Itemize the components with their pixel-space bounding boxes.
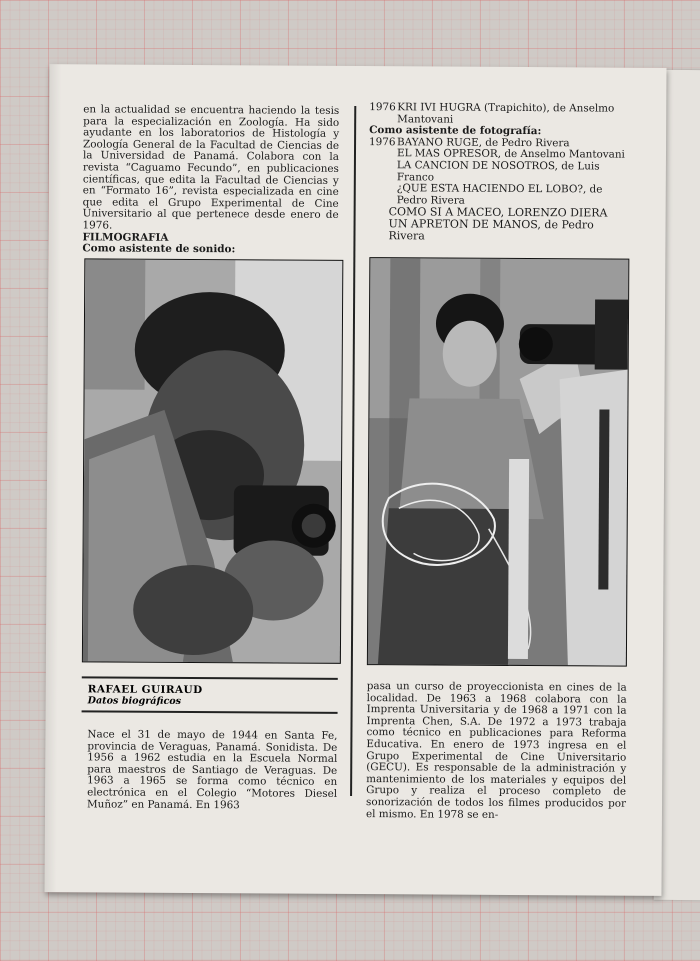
intro-paragraph: en la actualidad se encuentra haciendo la tesis para la especialización en Zoología. Ha sido ayudante en los laboratorios de Histología y Zoología General de la Facultad de Ciencias de la Universidad de Panamá. Colabora con la revista “Caguamo Fecundo”, en publicaciones científicas, que edita la Facultad de Ciencias y en “Formato 16”, revista especializada en cine que edita el Grupo Experimental de Cine Universitario al que pertenece desde enero de 1976.	[82, 103, 340, 232]
magazine-page	[44, 64, 666, 896]
left-column-intro	[82, 104, 339, 256]
photo-crew-with-film-camera	[367, 257, 629, 667]
sound-assistant-heading: Como asistente de sonido:	[82, 242, 236, 256]
filmography-year: 1976	[369, 135, 396, 149]
profile-subtitle: Datos biográficos	[87, 695, 182, 707]
biography-right	[366, 681, 627, 822]
photo-assistant-heading: Como asistente de fotografía:	[369, 124, 542, 138]
filmography-year: 1976	[369, 101, 396, 114]
column-divider	[350, 106, 356, 796]
biography-left	[87, 729, 337, 812]
filmography-title: EL MAS OPRESOR, de Anselmo Mantovani	[396, 147, 625, 162]
filmography-title-large: UN APRETON DE MANOS, de Pedro Rivera	[388, 217, 594, 242]
filmography-title: LA CANCION DE NOSOTROS, de Luis Franco	[396, 159, 600, 184]
profile-bottom-rule	[82, 710, 338, 714]
filmography-entry	[369, 102, 629, 127]
profile-header	[88, 683, 338, 709]
profile-top-rule	[82, 676, 338, 680]
filmography-list	[368, 102, 629, 243]
biography-paragraph: pasa un curso de proyeccionista en cines de la localidad. De 1963 a 1968 colabora con la Imprenta Universitaria y de 1968 a 1971 con la Imprenta Chen, S.A. De 1972 a 1973 trabaja como técnico en publicaciones para Reforma Educativa. En enero de 1973 ingresa en el Grupo Experimental de Cine Universitario (GECU). Es responsable de la administración y mantenimiento de los materiales y equipos del Grupo y realiza el proceso completo de sonorización de todos los filmes producidos por el mismo. En 1978 se en-	[365, 680, 627, 821]
profile-name: RAFAEL GUIRAUD	[87, 683, 203, 697]
filmography-title: BAYANO RUGE, de Pedro Rivera	[397, 136, 570, 150]
biography-paragraph: Nace el 31 de mayo de 1944 en Santa Fe, provincia de Veraguas, Panamá. Sonidista. De 1956 a 1962 estudia en la Escuela Normal para maestros de Santiago de Veraguas. De 1963 a 1965 se forma como técnico en electrónica en el Colegio “Motores Diesel Muñoz” en Panamá. En 1963	[86, 728, 338, 811]
filmography-title: ¿QUE ESTA HACIENDO EL LOBO?, de Pedro Rivera	[396, 182, 603, 207]
filmography-title: KRI IVI HUGRA (Trapichito), de Anselmo Mantovani	[397, 101, 615, 126]
page-fold-shadow	[44, 64, 61, 892]
filmografia-heading: FILMOGRAFIA	[82, 230, 169, 244]
filmography-title-large: COMO SI A MACEO, LORENZO DIERA	[388, 205, 608, 220]
photo-man-with-camera	[82, 258, 343, 664]
